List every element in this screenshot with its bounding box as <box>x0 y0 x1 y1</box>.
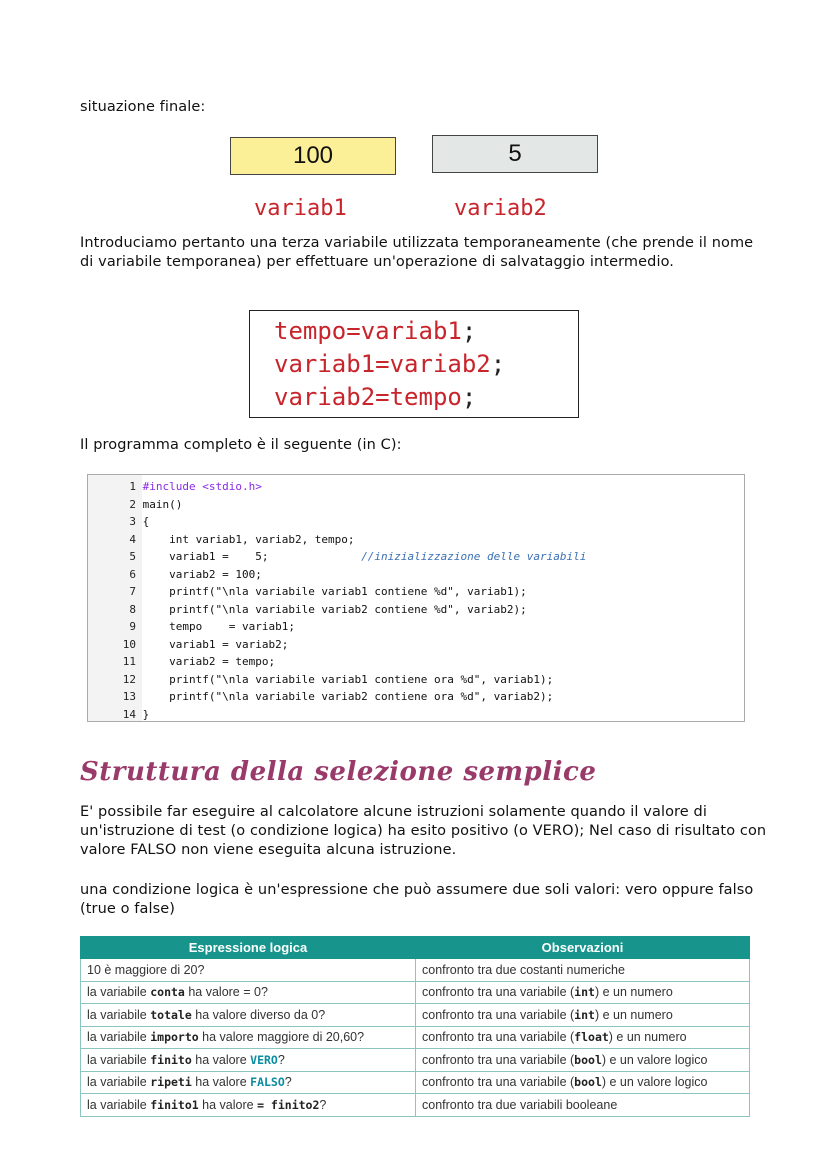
cell-text: la variabile <box>87 985 151 1000</box>
cell-text: ) e un valore logico <box>601 1052 708 1067</box>
cell-code: int <box>574 985 595 1000</box>
code-text: variab1 = 5; <box>142 550 269 563</box>
code-line <box>88 618 295 635</box>
cell-text: ) e un valore logico <box>601 1075 708 1090</box>
cell-code: finito <box>150 1052 192 1067</box>
line-number: 6 <box>129 567 136 581</box>
code-text: #include <stdio.h> <box>142 480 262 493</box>
swap-code: variab2=tempo <box>274 383 462 411</box>
program-intro: Il programma completo è il seguente (in C): <box>80 437 402 453</box>
cell-observation <box>416 1071 750 1094</box>
cell-observation <box>416 1026 750 1049</box>
code-line <box>88 671 553 688</box>
swap-semicolon: ; <box>490 350 506 378</box>
cell-text: ha valore diverso da 0? <box>191 1007 326 1022</box>
swap-code: tempo=variab1 <box>274 317 462 345</box>
cell-code: float <box>574 1030 609 1045</box>
header-expression: Espressione logica <box>81 937 416 959</box>
paragraph-selection: E' possibile far eseguire al calcolatore alcune istruzioni solamente quando il valore di un'istruzione di test (o condizione logica) ha esito positivo (o VERO); Nel caso di risultato con valore FALSO non viene eseguita alcuna istruzione. <box>80 804 767 858</box>
variable-label-2: variab2 <box>454 196 547 221</box>
variable-box-2: 5 <box>432 135 598 173</box>
cell-text: ha valore maggiore di 20,60? <box>198 1030 365 1045</box>
code-text: main() <box>142 497 183 511</box>
swap-code: variab1=variab2 <box>274 350 491 378</box>
cell-text: ha valore <box>191 1075 251 1090</box>
table-row <box>81 1071 750 1094</box>
code-line <box>88 636 288 653</box>
code-comment: //inizializzazione delle variabili <box>361 550 587 563</box>
cell-text: ) e un numero <box>608 1030 687 1045</box>
code-line <box>88 478 262 495</box>
swap-semicolon: ; <box>461 317 477 345</box>
line-number: 8 <box>129 602 136 616</box>
code-line <box>88 496 182 513</box>
cell-text: confronto tra una variabile ( <box>422 985 575 1000</box>
cell-text: la variabile <box>87 1097 151 1112</box>
code-text: printf("\nla variabile variab1 contiene %d", variab1); <box>142 585 527 598</box>
code-line <box>88 566 262 583</box>
cell-expression <box>81 1071 416 1094</box>
table-row <box>81 1049 750 1072</box>
line-number: 11 <box>122 655 136 668</box>
line-number: 3 <box>129 515 136 528</box>
code-line <box>88 513 149 530</box>
code-line <box>88 653 275 670</box>
cell-code: importo <box>150 1030 199 1045</box>
cell-text: ? <box>284 1075 292 1090</box>
table-row <box>81 1026 750 1049</box>
cell-text: ? <box>277 1052 285 1067</box>
cell-expression <box>81 1049 416 1072</box>
line-number: 14 <box>122 707 136 721</box>
cell-text: la variabile <box>87 1075 151 1090</box>
paragraph-condition: una condizione logica è un'espressione che può assumere due soli valori: vero oppure falso (true o false) <box>80 882 754 917</box>
cell-observation <box>416 1049 750 1072</box>
code-text: printf("\nla variabile variab2 contiene ora %d", variab2); <box>142 690 554 703</box>
cell-text: ha valore <box>191 1052 251 1067</box>
header-observations: Observazioni <box>416 937 750 959</box>
section-title: Struttura della selezione semplice <box>80 757 597 787</box>
table-row <box>81 959 750 982</box>
table-row <box>81 1094 750 1117</box>
cell-observation <box>416 1004 750 1027</box>
cell-code: bool <box>574 1052 602 1067</box>
line-number: 9 <box>129 620 136 633</box>
code-text: variab1 = variab2; <box>142 637 289 651</box>
table-row <box>81 981 750 1004</box>
code-text: printf("\nla variabile variab2 contiene %d", variab2); <box>142 602 527 616</box>
cell-text: confronto tra due variabili booleane <box>422 1097 618 1112</box>
code-text: variab2 = tempo; <box>142 655 276 668</box>
table-header-row <box>81 937 750 959</box>
cell-text: ha valore = 0? <box>184 985 268 1000</box>
cell-code: totale <box>150 1007 192 1022</box>
code-line <box>88 706 149 723</box>
cell-code: finito1 <box>150 1097 199 1112</box>
variable-label-1: variab1 <box>254 196 347 221</box>
cell-expression <box>81 1026 416 1049</box>
swap-line <box>274 348 578 381</box>
cell-code: int <box>574 1007 595 1022</box>
cell-text: ) e un numero <box>594 985 673 1000</box>
swap-code-box <box>249 310 579 418</box>
line-number: 13 <box>122 690 136 703</box>
cell-expression <box>81 981 416 1004</box>
code-text: { <box>142 515 150 528</box>
cell-observation <box>416 959 750 982</box>
cell-code: = finito2 <box>257 1097 320 1112</box>
cell-text: ) e un numero <box>594 1007 673 1022</box>
code-line <box>88 688 553 705</box>
code-text: printf("\nla variabile variab1 contiene ora %d", variab1); <box>142 672 554 686</box>
swap-line <box>274 381 578 414</box>
cell-observation <box>416 1094 750 1117</box>
cell-text: ? <box>319 1097 327 1112</box>
code-text: tempo = variab1; <box>142 620 295 633</box>
code-text: int variab1, variab2, tempo; <box>142 532 355 546</box>
line-number: 4 <box>129 532 136 546</box>
cell-text: la variabile <box>87 1007 151 1022</box>
code-text: variab2 = 100; <box>142 567 262 581</box>
swap-line <box>274 315 578 348</box>
cell-expression <box>81 1094 416 1117</box>
cell-text: ha valore <box>198 1097 258 1112</box>
cell-code: ripeti <box>150 1075 192 1090</box>
cell-text: 10 è maggiore di 20? <box>87 962 205 977</box>
logic-expression-table <box>80 936 750 1117</box>
code-line <box>88 531 355 548</box>
cell-code: bool <box>574 1075 602 1090</box>
swap-semicolon: ; <box>461 383 477 411</box>
code-listing <box>87 474 745 722</box>
table-row <box>81 1004 750 1027</box>
line-number: 7 <box>129 585 136 598</box>
line-number: 5 <box>129 550 136 563</box>
code-line <box>88 583 527 600</box>
intro-paragraph: Introduciamo pertanto una terza variabile utilizzata temporaneamente (che prende il nome di variabile temporanea) per effettuare un'operazione di salvataggio intermedio. <box>80 235 754 270</box>
code-line <box>88 601 527 618</box>
line-number: 2 <box>129 497 136 511</box>
line-number: 12 <box>122 672 136 686</box>
cell-text: confronto tra una variabile ( <box>422 1007 575 1022</box>
cell-code: conta <box>150 985 185 1000</box>
cell-text: confronto tra una variabile ( <box>422 1052 575 1067</box>
cell-code: FALSO <box>250 1075 285 1090</box>
cell-text: confronto tra una variabile ( <box>422 1030 575 1045</box>
cell-text: la variabile <box>87 1030 151 1045</box>
code-line <box>88 548 586 565</box>
line-number: 1 <box>129 480 136 493</box>
cell-text: confronto tra due costanti numeriche <box>422 962 625 977</box>
cell-expression <box>81 1004 416 1027</box>
cell-text: la variabile <box>87 1052 151 1067</box>
cell-code: VERO <box>250 1052 278 1067</box>
cell-expression <box>81 959 416 982</box>
table-body <box>81 959 750 1117</box>
variable-box-1: 100 <box>230 137 396 175</box>
line-number: 10 <box>122 637 136 651</box>
cell-text: confronto tra una variabile ( <box>422 1075 575 1090</box>
heading-final-situation: situazione finale: <box>80 99 206 115</box>
cell-observation <box>416 981 750 1004</box>
code-text: } <box>142 707 150 721</box>
